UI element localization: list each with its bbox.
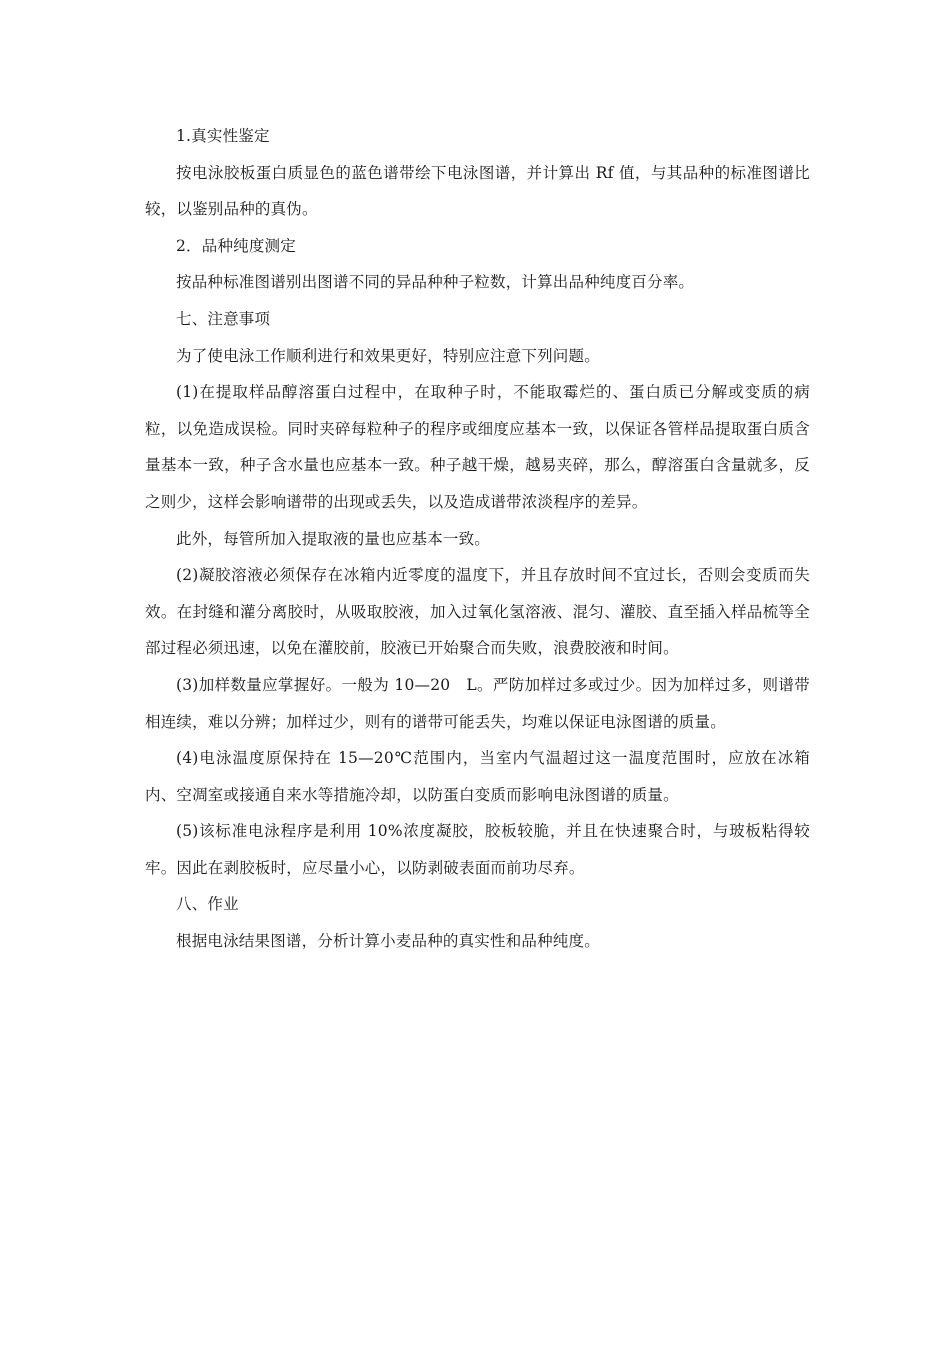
paragraph-note-1: (1)在提取样品醇溶蛋白过程中，在取种子时，不能取霉烂的、蛋白质已分解或变质的病粒，以免造成误检。同时夹碎每粒种子的程序或细度应基本一致，以保证各管样品提取蛋白质含量基本一致，种子含水量也应基本一致。种子越干燥，越易夹碎，那么，醇溶蛋白含量就多，反之则少，这样会影响谱带的出现或丢失，以及造成谱带浓淡程序的差异。: [145, 383, 810, 511]
section-heading-authenticity: 1.真实性鉴定: [176, 127, 270, 145]
paragraph-note-3: (3)加样数量应掌握好。一般为 10—20 L。严防加样过多或过少。因为加样过多，则谱带相连续，难以分辨；加样过少，则有的谱带可能丢失，均难以保证电泳图谱的质量。: [145, 675, 810, 731]
section-heading-notes: 七、注意事项: [176, 309, 271, 328]
paragraph-authenticity: 按电泳胶板蛋白质显色的蓝色谱带绘下电泳图谱，并计算出 Rf 值，与其品种的标准图谱比较，以鉴别品种的真伪。: [145, 163, 810, 219]
paragraph-purity: 按品种标准图谱别出图谱不同的异品种种子粒数，计算出品种纯度百分率。: [176, 273, 695, 292]
document-body: [145, 118, 810, 960]
paragraph-notes-intro: 为了使电泳工作顺利进行和效果更好，特别应注意下列问题。: [176, 346, 600, 365]
section-heading-assignment: 八、作业: [176, 895, 239, 914]
paragraph-note-2: (2)凝胶溶液必须保存在冰箱内近零度的温度下，并且存放时间不宜过长，否则会变质而失效。在封缝和灌分离胶时，从吸取胶液，加入过氧化氢溶液、混匀、灌胶、直至插入样品梳等全部过程必须迅速，以免在灌胶前，胶液已开始聚合而失败，浪费胶液和时间。: [145, 566, 810, 658]
paragraph-assignment: 根据电泳结果图谱，分析计算小麦品种的真实性和品种纯度。: [176, 932, 600, 951]
paragraph-note-4: (4)电泳温度原保持在 15—20℃范围内，当室内气温超过这一温度范围时，应放在冰箱内、空凋室或接通自来水等措施冷却，以防蛋白变质而影响电泳图谱的质量。: [145, 749, 810, 804]
paragraph-note-5: (5)该标准电泳程序是利用 10%浓度凝胶，胶板较脆，并且在快速聚合时，与玻板粘得较牢。因此在剥胶板时，应尽量小心，以防剥破表面而前功尽弃。: [145, 822, 810, 877]
paragraph-note-1-extra: 此外，每管所加入提取液的量也应基本一致。: [176, 529, 491, 548]
section-heading-purity: 2．品种纯度测定: [176, 236, 296, 255]
